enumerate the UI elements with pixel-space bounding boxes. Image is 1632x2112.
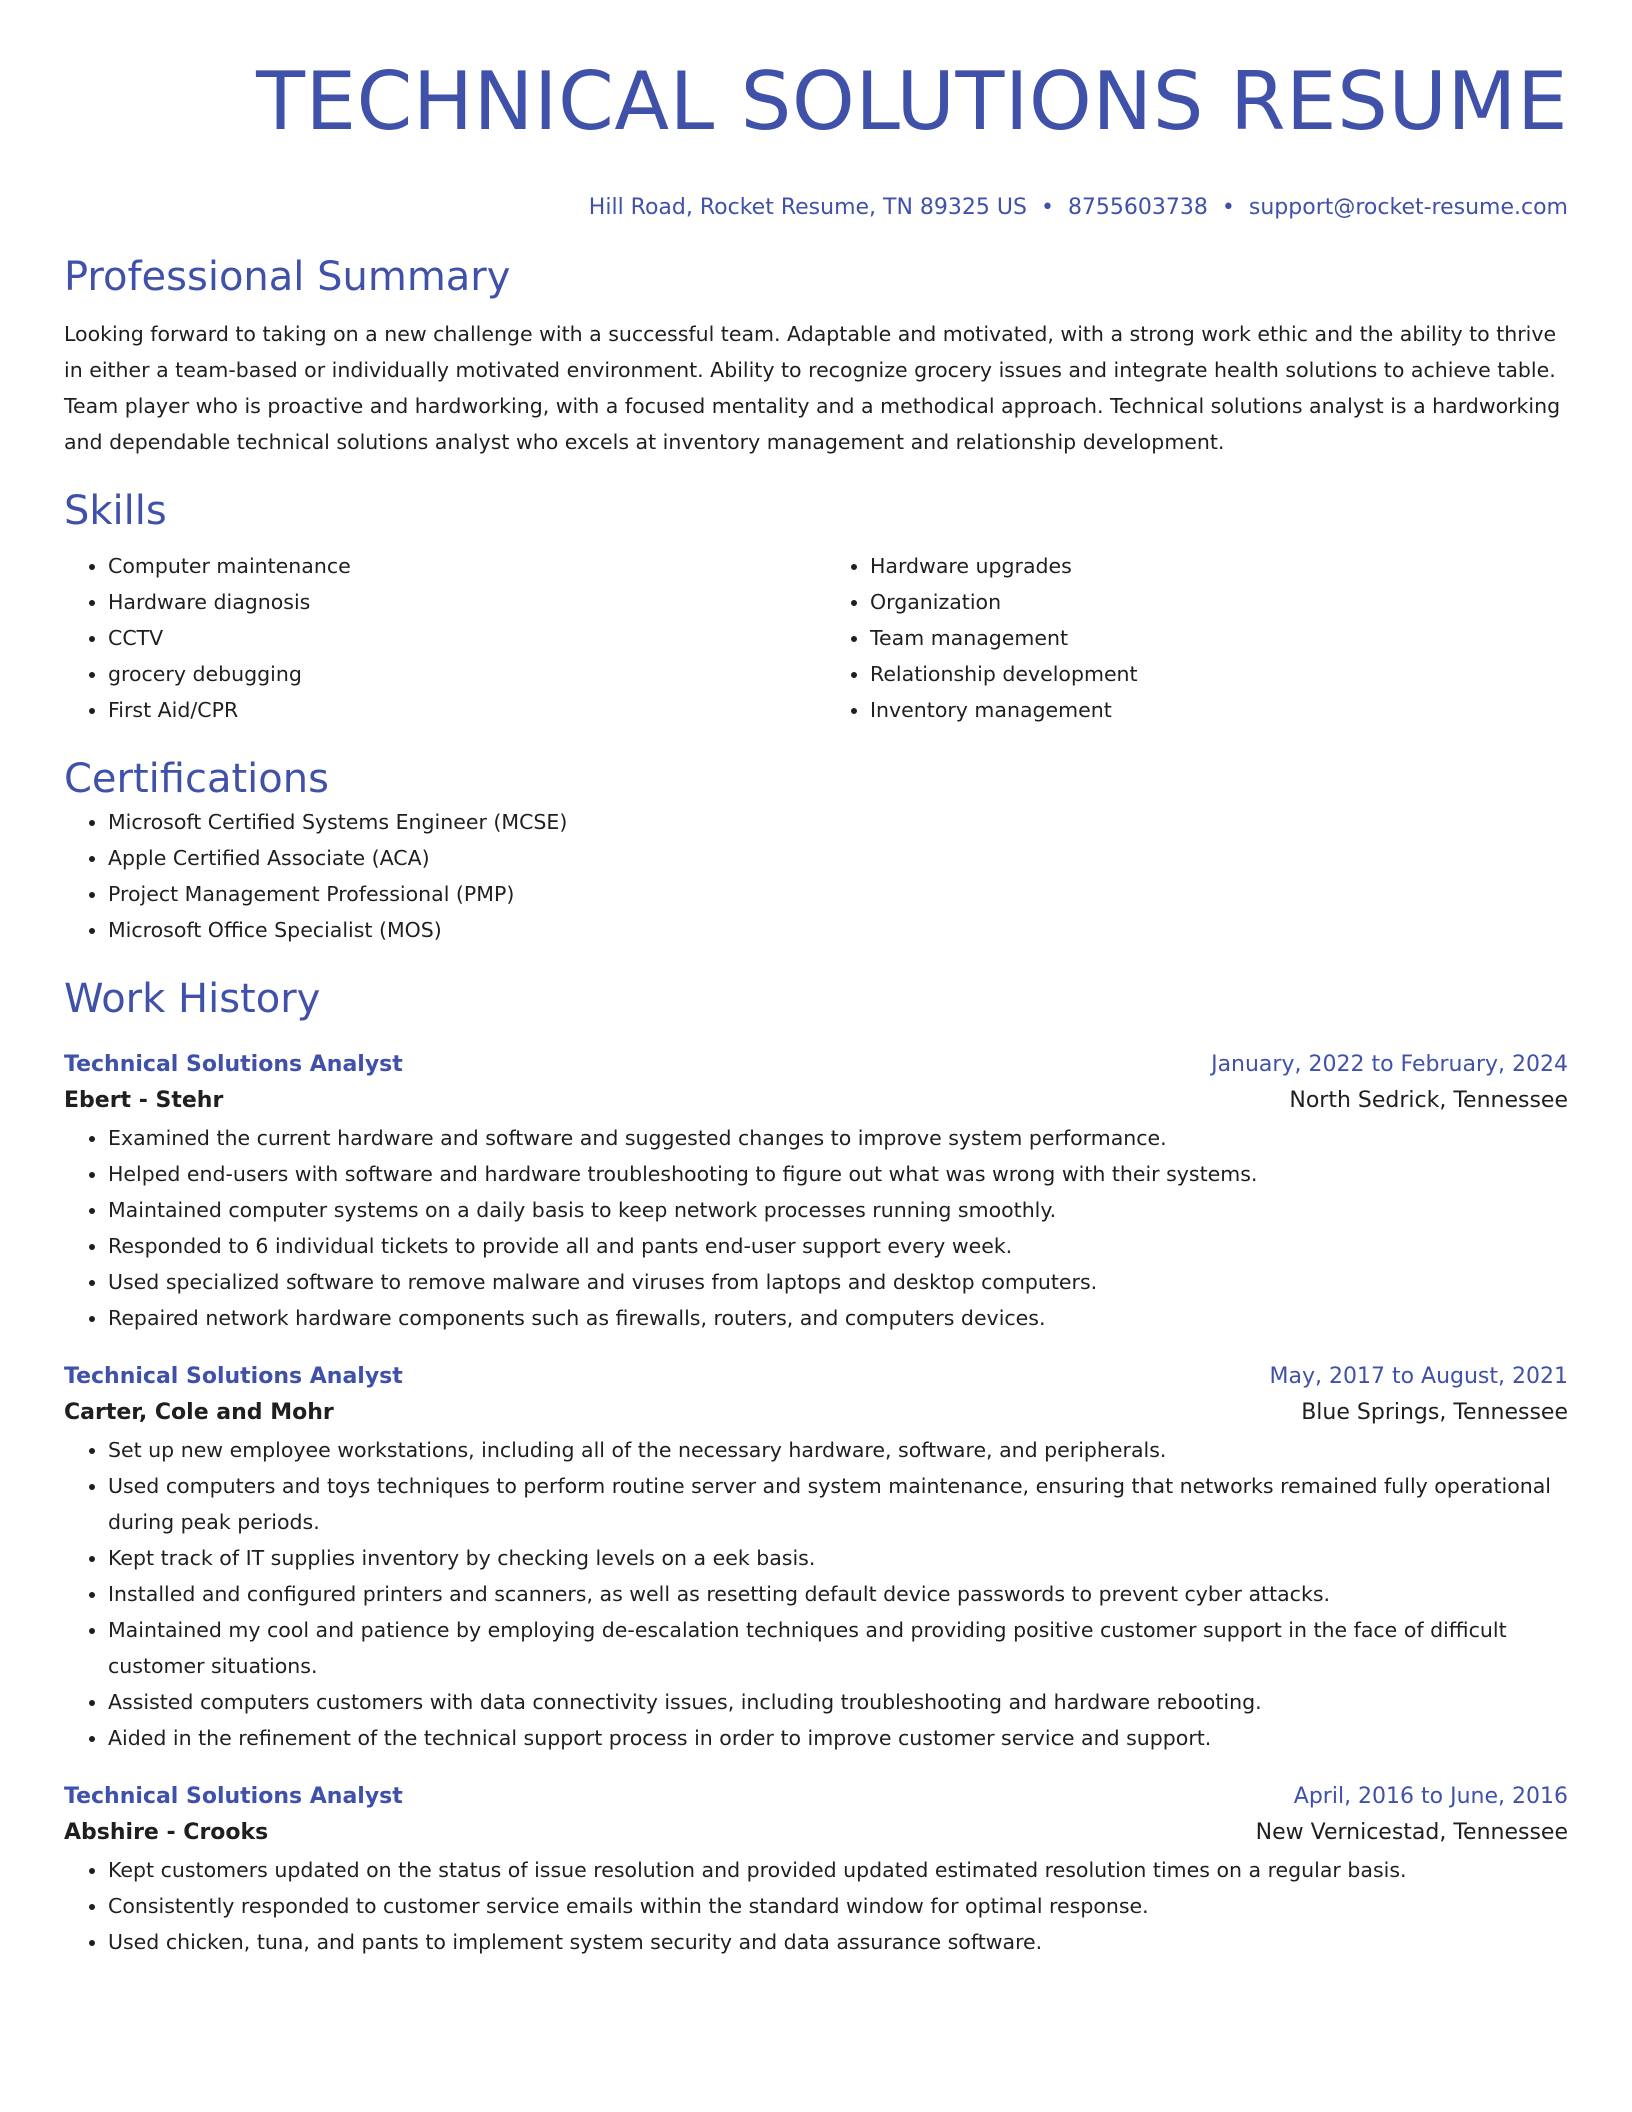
certification-item: • Apple Certified Associate (ACA) — [108, 840, 1568, 876]
skill-item: • Inventory management — [870, 692, 1568, 728]
job-duty: • Maintained computer systems on a daily basis to keep network processes running smoothly. — [108, 1192, 1568, 1228]
skills-grid — [64, 548, 1568, 728]
job-header — [64, 1360, 1568, 1394]
contact-separator: • — [1221, 195, 1235, 220]
job-entry — [64, 1360, 1568, 1756]
job-duty: • Used chicken, tuna, and pants to implement system security and data assurance software. — [108, 1924, 1568, 1960]
job-subheader — [64, 1082, 1568, 1120]
skill-item: • Organization — [870, 584, 1568, 620]
skill-item: • CCTV — [108, 620, 806, 656]
job-duties — [64, 1120, 1568, 1336]
certifications-heading: Certifications — [64, 756, 329, 802]
job-dates: January, 2022 to February, 2024 — [1211, 1052, 1568, 1077]
job-duty: • Aided in the refinement of the technical support process in order to improve customer service and support. — [108, 1720, 1568, 1756]
summary-heading: Professional Summary — [64, 254, 511, 300]
work-history-heading: Work History — [64, 976, 321, 1022]
contact-address: Hill Road, Rocket Resume, TN 89325 US — [588, 195, 1027, 220]
contact-separator: • — [1040, 195, 1054, 220]
job-location: Blue Springs, Tennessee — [1301, 1400, 1568, 1425]
skill-item: • Computer maintenance — [108, 548, 806, 584]
summary-text: Looking forward to taking on a new challenge with a successful team. Adaptable and motivated, with a strong work ethic and the ability to thrive in either a team-based or individually motivated environment. Ability to recognize grocery issues and integrate health solutions to achieve table. Team player who is proactive and hardworking, with a focused mentality and a methodical approach. Technical solutions analyst is a hardworking and dependable technical solutions analyst who excels at inventory management and relationship development. — [64, 322, 1561, 454]
job-duty: • Assisted computers customers with data connectivity issues, including troubleshooting and hardware rebooting. — [108, 1684, 1568, 1720]
job-header — [64, 1780, 1568, 1814]
job-duty: • Helped end-users with software and hardware troubleshooting to figure out what was wrong with their systems. — [108, 1156, 1568, 1192]
job-entry — [64, 1048, 1568, 1336]
job-duty: • Consistently responded to customer service emails within the standard window for optimal response. — [108, 1888, 1568, 1924]
skill-item: • Team management — [870, 620, 1568, 656]
job-header — [64, 1048, 1568, 1082]
job-duty: • Kept track of IT supplies inventory by checking levels on a eek basis. — [108, 1540, 1568, 1576]
skill-item: • Hardware diagnosis — [108, 584, 806, 620]
skills-list-right — [826, 548, 1568, 728]
job-duties — [64, 1432, 1568, 1756]
certification-item: • Project Management Professional (PMP) — [108, 876, 1568, 912]
job-subheader — [64, 1814, 1568, 1852]
job-location: North Sedrick, Tennessee — [1289, 1088, 1568, 1113]
job-duty: • Kept customers updated on the status of issue resolution and provided updated estimated resolution times on a regular basis. — [108, 1852, 1568, 1888]
job-duty: • Examined the current hardware and software and suggested changes to improve system performance. — [108, 1120, 1568, 1156]
job-company: Ebert - Stehr — [64, 1088, 224, 1113]
job-duties — [64, 1852, 1568, 1960]
contact-email[interactable]: support@rocket-resume.com — [1248, 195, 1568, 220]
job-duty: • Set up new employee workstations, including all of the necessary hardware, software, and peripherals. — [108, 1432, 1568, 1468]
job-location: New Vernicestad, Tennessee — [1255, 1820, 1568, 1845]
job-subheader — [64, 1394, 1568, 1432]
skills-heading: Skills — [64, 488, 167, 534]
resume-page — [64, 0, 1568, 1960]
job-company: Abshire - Crooks — [64, 1820, 269, 1845]
job-entry — [64, 1780, 1568, 1960]
skill-item: • First Aid/CPR — [108, 692, 806, 728]
job-duty: • Responded to 6 individual tickets to provide all and pants end-user support every week. — [108, 1228, 1568, 1264]
certification-item: • Microsoft Office Specialist (MOS) — [108, 912, 1568, 948]
contact-line — [64, 192, 1568, 224]
resume-title: TECHNICAL SOLUTIONS RESUME — [256, 55, 1568, 148]
skills-list-left — [64, 548, 806, 728]
job-company: Carter, Cole and Mohr — [64, 1400, 334, 1425]
contact-phone: 8755603738 — [1067, 195, 1208, 220]
skill-item: • grocery debugging — [108, 656, 806, 692]
certifications-list — [64, 804, 1568, 948]
job-dates: April, 2016 to June, 2016 — [1293, 1784, 1568, 1809]
work-history — [64, 1048, 1568, 1960]
job-duty: • Installed and configured printers and scanners, as well as resetting default device passwords to prevent cyber attacks. — [108, 1576, 1568, 1612]
job-duty: • Maintained my cool and patience by employing de-escalation techniques and providing positive customer support in the face of difficult customer situations. — [108, 1612, 1568, 1684]
job-title: Technical Solutions Analyst — [64, 1052, 403, 1077]
job-duty: • Repaired network hardware components such as firewalls, routers, and computers devices. — [108, 1300, 1568, 1336]
job-title: Technical Solutions Analyst — [64, 1784, 403, 1809]
certification-item: • Microsoft Certified Systems Engineer (MCSE) — [108, 804, 1568, 840]
skill-item: • Hardware upgrades — [870, 548, 1568, 584]
job-title: Technical Solutions Analyst — [64, 1364, 403, 1389]
job-duty: • Used computers and toys techniques to perform routine server and system maintenance, ensuring that networks remained fully operational during peak periods. — [108, 1468, 1568, 1540]
job-dates: May, 2017 to August, 2021 — [1269, 1364, 1568, 1389]
skill-item: • Relationship development — [870, 656, 1568, 692]
job-duty: • Used specialized software to remove malware and viruses from laptops and desktop computers. — [108, 1264, 1568, 1300]
